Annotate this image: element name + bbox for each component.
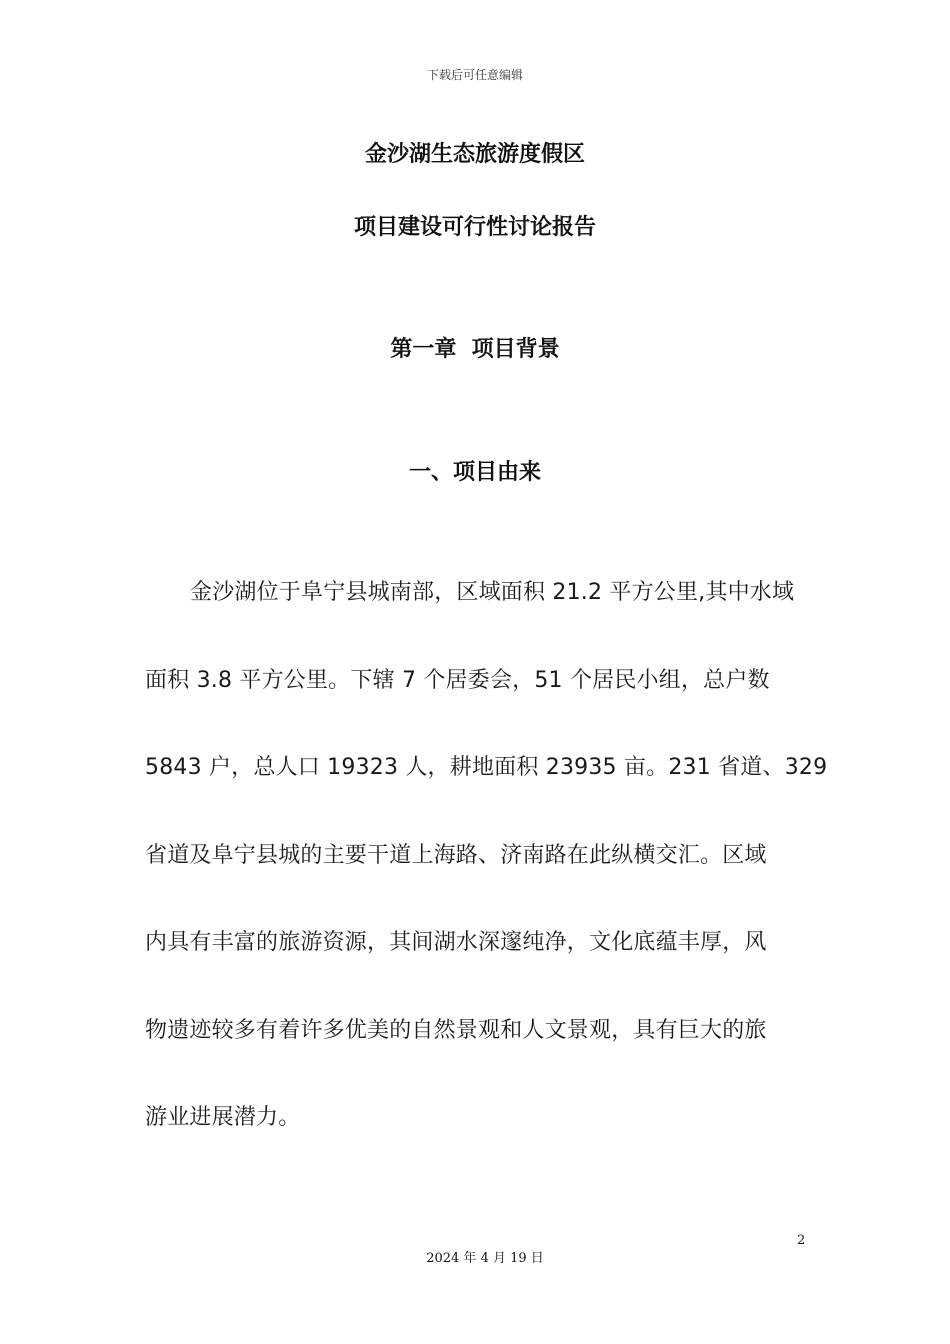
document-title-line-1: 金沙湖生态旅游度假区 — [364, 142, 585, 167]
body-paragraph — [145, 573, 828, 1186]
header-note: 下载后可任意编辑 — [426, 68, 523, 82]
body-line: 5843 户，总人口 19323 人，耕地面积 23935 亩。231 省道、329 — [145, 755, 828, 780]
section-heading: 一、项目由来 — [408, 460, 541, 485]
chapter-heading: 第一章 项目背景 — [390, 337, 560, 362]
body-line: 内具有丰富的旅游资源，其间湖水深邃纯净，文化底蕴丰厚，风 — [145, 930, 767, 955]
footer-date: 2024 年 4 月 19 日 — [426, 1251, 544, 1266]
document-title-line-2: 项目建设可行性讨论报告 — [353, 215, 596, 240]
body-line: 物遗迹较多有着许多优美的自然景观和人文景观，具有巨大的旅 — [145, 1017, 767, 1043]
body-line: 省道及阜宁县城的主要干道上海路、济南路在此纵横交汇。区域 — [145, 842, 767, 868]
body-line: 面积 3.8 平方公里。下辖 7 个居委会，51 个居民小组，总户数 — [145, 667, 770, 693]
page-number: 2 — [797, 1233, 806, 1248]
body-line: 游业进展潜力。 — [145, 1105, 301, 1130]
body-line: 金沙湖位于阜宁县城南部，区域面积 21.2 平方公里,其中水域 — [190, 580, 795, 605]
